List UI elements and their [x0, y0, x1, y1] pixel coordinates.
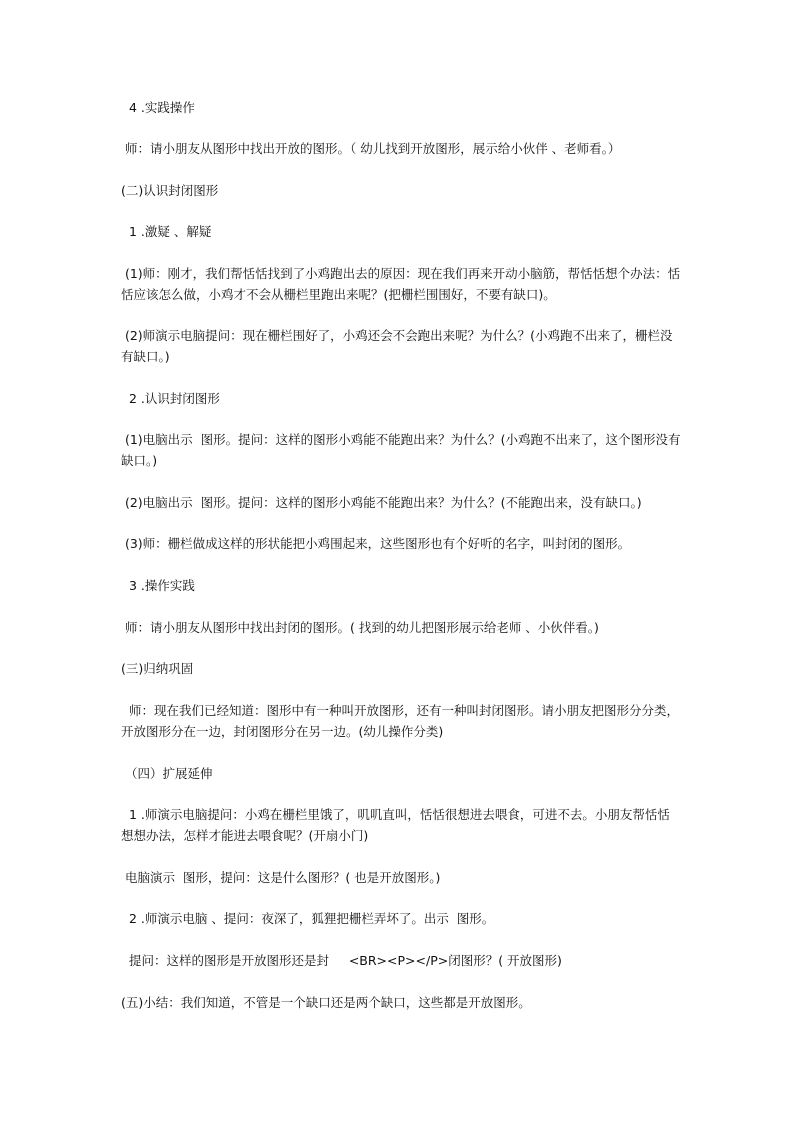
- section-heading-summary: (三)归纳巩固: [121, 661, 194, 676]
- heading-question-answer: 1 .激疑 、解疑: [121, 224, 212, 239]
- paragraph-closed-step-2: (2)电脑出示 图形。提问：这样的图形小鸡能不能跑出来？为什么？(不能跑出来，没有缺口。): [121, 495, 642, 510]
- paragraph-closed-step-1: (1)电脑出示 图形。提问：这样的图形小鸡能不能跑出来？为什么？(小鸡跑不出来了，这个图形没有缺口。): [121, 432, 681, 468]
- paragraph-find-open-shapes: 师：请小朋友从图形中找出开放的图形。（ 幼儿找到开放图形，展示给小伙伴 、老师看。）: [121, 141, 621, 156]
- paragraph-closed-step-3: (3)师：栅栏做成这样的形状能把小鸡围起来，这些图形也有个好听的名字，叫封闭的图形。: [121, 536, 631, 551]
- section-heading-closed-shapes: (二)认识封闭图形: [121, 183, 219, 198]
- heading-practice-1: 4 .实践操作: [121, 100, 195, 115]
- paragraph-find-closed-shapes: 师：请小朋友从图形中找出封闭的图形。( 找到的幼儿把图形展示给老师 、小伙伴看。): [121, 620, 599, 635]
- paragraph-extension-1: 1 .师演示电脑提问：小鸡在栅栏里饿了，叽叽直叫，恬恬很想进去喂食，可进不去。小朋友帮恬恬想想办法，怎样才能进去喂食呢？(开扇小门): [121, 807, 670, 843]
- paragraph-computer-demo: 电脑演示 图形，提问：这是什么图形？( 也是开放图形。): [121, 870, 441, 885]
- heading-practice-3: 3 .操作实践: [121, 578, 195, 593]
- paragraph-extension-2: 2 .师演示电脑 、提问：夜深了，狐狸把栅栏弄坏了。出示 图形。: [121, 911, 495, 926]
- paragraph-step-2: (2)师演示电脑提问：现在栅栏围好了，小鸡还会不会跑出来呢？为什么？(小鸡跑不出来了，栅栏没有缺口。): [121, 328, 673, 364]
- paragraph-classify: 师：现在我们已经知道：图形中有一种叫开放图形，还有一种叫封闭图形。请小朋友把图形分分类，开放图形分在一边，封闭图形分在另一边。(幼儿操作分类): [121, 703, 679, 739]
- paragraph-question: 提问：这样的图形是开放图形还是封 <BR><P></P>闭图形？( 开放图形): [121, 953, 562, 968]
- heading-know-closed-shapes: 2 .认识封闭图形: [121, 391, 220, 406]
- paragraph-step-1: (1)师：刚才，我们帮恬恬找到了小鸡跑出去的原因：现在我们再来开动小脑筋，帮恬恬想个办法：恬恬应该怎么做，小鸡才不会从栅栏里跑出来呢？(把栅栏围围好，不要有缺口)。: [121, 266, 681, 302]
- section-heading-extension: （四）扩展延伸: [121, 766, 213, 781]
- paragraph-conclusion: (五)小结：我们知道，不管是一个缺口还是两个缺口，这些都是开放图形。: [121, 995, 531, 1010]
